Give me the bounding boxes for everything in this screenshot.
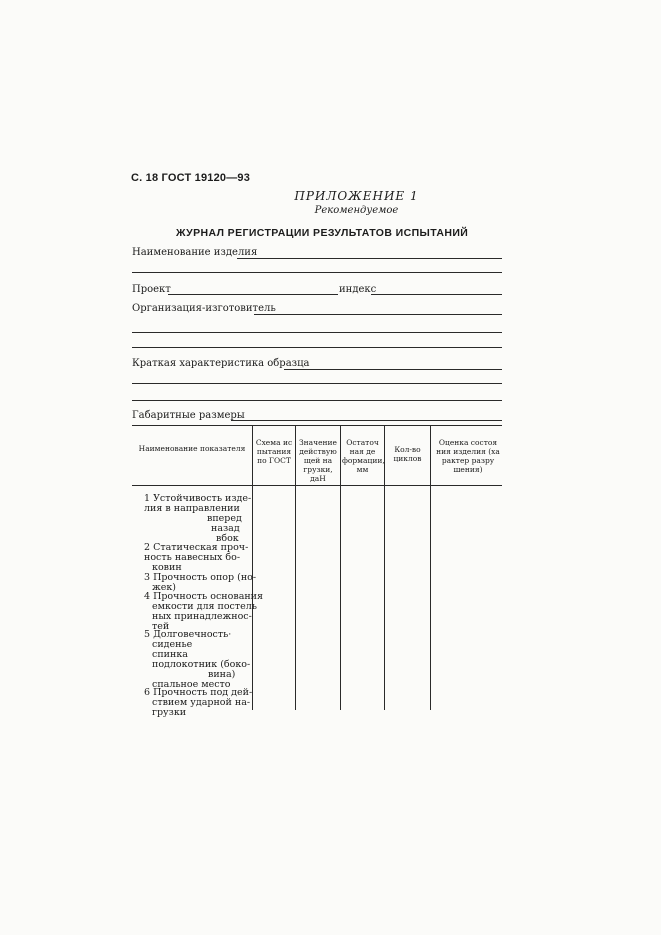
field-sample-line-2: [132, 383, 502, 384]
table-row-line: 2 Статическая проч-: [144, 542, 249, 553]
journal-title: ЖУРНАЛ РЕГИСТРАЦИИ РЕЗУЛЬТАТОВ ИСПЫТАНИЙ: [176, 227, 469, 239]
table-row-line: назад: [211, 523, 240, 534]
table-row-line: тей: [152, 621, 170, 632]
field-sample-line: [284, 369, 502, 370]
table-col-divider: [384, 425, 385, 710]
table-col-divider: [252, 425, 253, 710]
table-row-line: спинка: [152, 649, 188, 660]
field-index-line: [371, 294, 502, 295]
table-header-border: [132, 485, 502, 486]
appendix-title: ПРИЛОЖЕНИЕ 1: [294, 189, 419, 203]
field-manufacturer-line: [254, 314, 502, 315]
field-dimensions-label: Габаритные размеры: [132, 410, 245, 421]
field-manufacturer-line-2: [132, 332, 502, 333]
appendix-subtitle: Рекомендуемое: [314, 205, 399, 216]
table-row-line: 1 Устойчивость изде-: [144, 493, 252, 504]
table-row-line: ность навесных бо-: [144, 552, 241, 563]
table-header-assessment: Оценка состоя ния изделия (ха рактер разру шения): [436, 438, 500, 474]
field-manufacturer-label: Организация-изготовитель: [132, 303, 276, 314]
table-row-line: емкости для постель: [152, 601, 257, 612]
field-index-label: индекс: [339, 284, 377, 295]
table-col-divider: [295, 425, 296, 710]
field-product-name-line: [237, 258, 502, 259]
table-row-line: 3 Прочность опор (но-: [144, 572, 257, 583]
table-row-line: жек): [152, 582, 177, 593]
field-dimensions-line: [231, 420, 502, 421]
table-header-indicator: Наименование показателя: [138, 444, 246, 453]
table-row-line: спальное место: [152, 679, 231, 690]
field-product-name-line-2: [132, 272, 502, 273]
table-header-scheme: Схема ис пытания по ГОСТ: [255, 438, 293, 465]
table-row-line: 4 Прочность основания: [144, 591, 264, 602]
page-header: С. 18 ГОСТ 19120—93: [131, 172, 251, 184]
field-sample-line-3: [132, 400, 502, 401]
field-project-line: [168, 294, 338, 295]
table-row-line: сиденье: [152, 639, 193, 650]
table-row-line: ных принадлежнос-: [152, 611, 252, 622]
table-row-line: грузки: [152, 707, 187, 718]
table-top-border: [132, 425, 502, 426]
table-header-cycles: Кол-во циклов: [393, 445, 422, 463]
table-row-line: 5 Долговечность·: [144, 629, 232, 640]
table-row-line: лия в направлении: [144, 503, 240, 514]
table-row-line: 6 Прочность под дей-: [144, 687, 253, 698]
field-manufacturer-line-3: [132, 347, 502, 348]
table-row-line: вбок: [216, 533, 239, 544]
table-header-deformation: Остаточ ная де формации, мм: [342, 438, 385, 474]
field-product-name-label: Наименование изделия: [132, 247, 258, 258]
table-row-line: вперед: [207, 513, 242, 524]
field-project-label: Проект: [132, 284, 171, 295]
table-row-line: вина): [208, 669, 236, 680]
table-header-load: Значение действую щей на грузки, даН: [299, 438, 337, 483]
table-row-line: подлокотник (боко-: [152, 659, 251, 670]
field-sample-label: Краткая характеристика образца: [132, 358, 310, 369]
table-row-line: ствием ударной на-: [152, 697, 251, 708]
table-col-divider: [340, 425, 341, 710]
table-col-divider: [430, 425, 431, 710]
table-row-line: ковин: [152, 562, 182, 573]
